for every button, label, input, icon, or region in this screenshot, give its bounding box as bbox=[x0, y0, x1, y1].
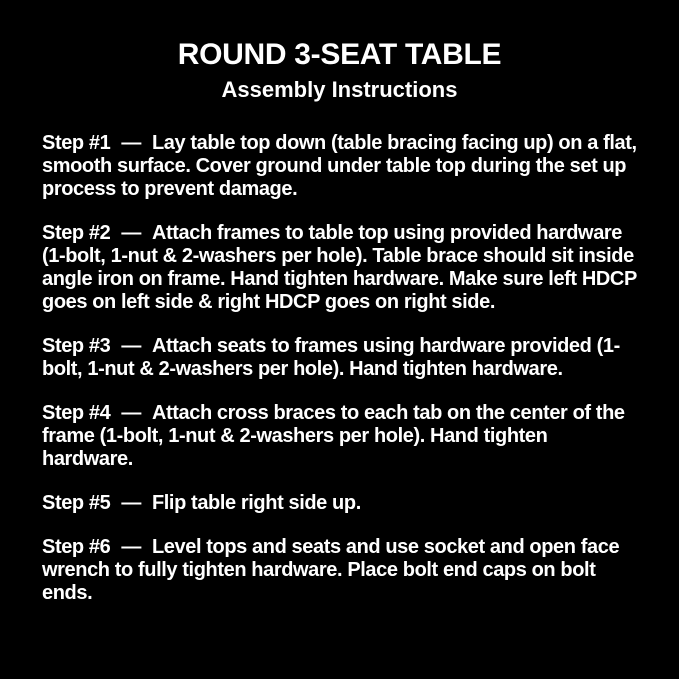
page-title: ROUND 3-SEAT TABLE bbox=[177, 38, 502, 71]
step-label: Step #6 bbox=[42, 535, 111, 558]
step-label: Step #3 bbox=[42, 334, 111, 357]
step-text: Level tops and seats and use socket and open face wrench to fully tighten hardware. Place bolt end caps on bolt ends. bbox=[42, 535, 620, 604]
step-text: Flip table right side up. bbox=[151, 491, 361, 514]
step-label: Step #5 bbox=[42, 491, 111, 514]
step-paragraph-2 bbox=[42, 222, 643, 314]
step-text: Attach seats to frames using hardware provided (1-bolt, 1-nut & 2-washers per hole). Hand tighten hardware. bbox=[42, 334, 620, 380]
step-label: Step #4 bbox=[42, 401, 111, 424]
em-dash: — bbox=[121, 221, 141, 244]
step-paragraph-6 bbox=[42, 536, 643, 605]
page-subtitle: Assembly Instructions bbox=[221, 76, 458, 102]
em-dash: — bbox=[121, 334, 141, 357]
instructions-list bbox=[0, 132, 679, 605]
step-text: Attach cross braces to each tab on the center of the frame (1-bolt, 1-nut & 2-washers per hole). Hand tighten hardware. bbox=[42, 401, 625, 470]
step-text: Attach frames to table top using provided hardware (1-bolt, 1-nut & 2-washers per hole). Table brace should sit inside angle iron on frame. Hand tighten hardware. Make sure left HDCP goes on left side & right HDCP goes on right side. bbox=[42, 221, 637, 313]
em-dash: — bbox=[121, 131, 141, 154]
step-label: Step #1 bbox=[42, 131, 111, 154]
step-text: Lay table top down (table bracing facing up) on a flat, smooth surface. Cover ground under table top during the set up process to prevent damage. bbox=[42, 131, 637, 200]
step-label: Step #2 bbox=[42, 221, 111, 244]
step-paragraph-5 bbox=[42, 492, 643, 515]
step-paragraph-3 bbox=[42, 335, 643, 381]
step-paragraph-1 bbox=[42, 132, 643, 201]
header bbox=[0, 0, 679, 102]
em-dash: — bbox=[121, 491, 141, 514]
step-paragraph-4 bbox=[42, 402, 643, 471]
em-dash: — bbox=[121, 401, 141, 424]
em-dash: — bbox=[121, 535, 141, 558]
